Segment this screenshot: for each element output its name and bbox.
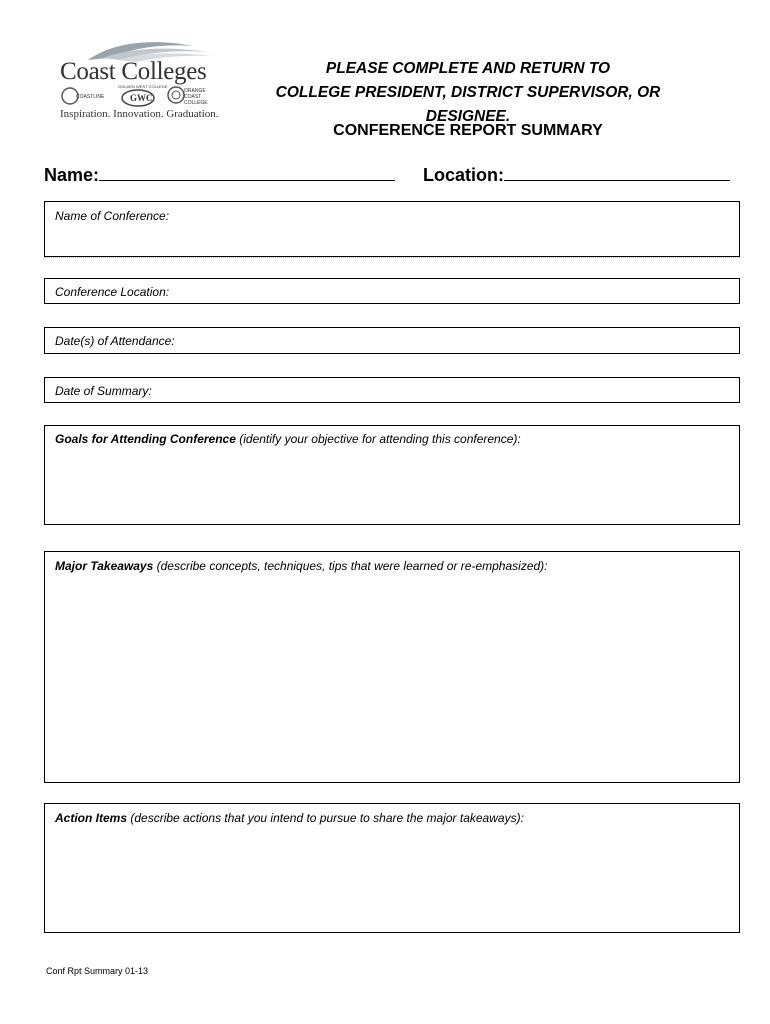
goals-label-line — [55, 432, 521, 446]
logo-gwc-mark: GWC — [130, 93, 153, 103]
name-blank[interactable] — [99, 163, 395, 181]
goals-hint: (identify your objective for attending this conference): — [239, 432, 521, 446]
goals-label: Goals for Attending Conference — [55, 432, 236, 446]
attendance-dates-box[interactable] — [44, 327, 740, 354]
coast-colleges-logo — [58, 38, 219, 122]
goals-box[interactable] — [44, 425, 740, 525]
name-label: Name: — [44, 165, 100, 185]
action-items-label-line — [55, 811, 524, 825]
summary-date-label: Date of Summary: — [55, 384, 152, 398]
takeaways-box[interactable] — [44, 551, 740, 783]
conference-location-box[interactable] — [44, 278, 740, 304]
page-title: CONFERENCE REPORT SUMMARY — [333, 122, 603, 139]
logo-title: Coast Colleges — [60, 58, 207, 85]
attendance-dates-label: Date(s) of Attendance: — [55, 334, 175, 348]
logo-occ: ORANGE COAST COLLEGE — [184, 88, 208, 106]
location-blank[interactable] — [504, 163, 730, 181]
summary-date-box[interactable] — [44, 377, 740, 403]
takeaways-hint: (describe concepts, techniques, tips that were learned or re-emphasized): — [156, 559, 548, 573]
logo-gwc-caption: GOLDEN WEST COLLEGE — [118, 84, 168, 89]
notice-line-1: PLEASE COMPLETE AND RETURN TO — [325, 60, 611, 77]
takeaways-label: Major Takeaways — [55, 559, 154, 573]
action-items-box[interactable] — [44, 803, 740, 933]
footer-form-id: Conf Rpt Summary 01-13 — [46, 966, 149, 976]
action-items-label: Action Items — [55, 811, 128, 825]
logo-coastline: COASTLINE — [76, 94, 105, 100]
logo-tagline: Inspiration. Innovation. Graduation. — [60, 108, 219, 120]
name-field[interactable] — [44, 163, 395, 186]
action-items-hint: (describe actions that you intend to pursue to share the major takeaways): — [130, 811, 524, 825]
conference-name-box[interactable] — [44, 201, 740, 257]
return-notice — [248, 57, 688, 129]
conference-name-label: Name of Conference: — [55, 209, 170, 223]
notice-line-2: COLLEGE PRESIDENT, DISTRICT SUPERVISOR, OR DESIGNEE. — [275, 84, 661, 125]
location-label: Location: — [423, 165, 504, 185]
conference-location-label: Conference Location: — [55, 285, 170, 299]
location-field[interactable] — [423, 163, 730, 186]
divider — [44, 257, 740, 258]
takeaways-label-line — [55, 559, 548, 573]
